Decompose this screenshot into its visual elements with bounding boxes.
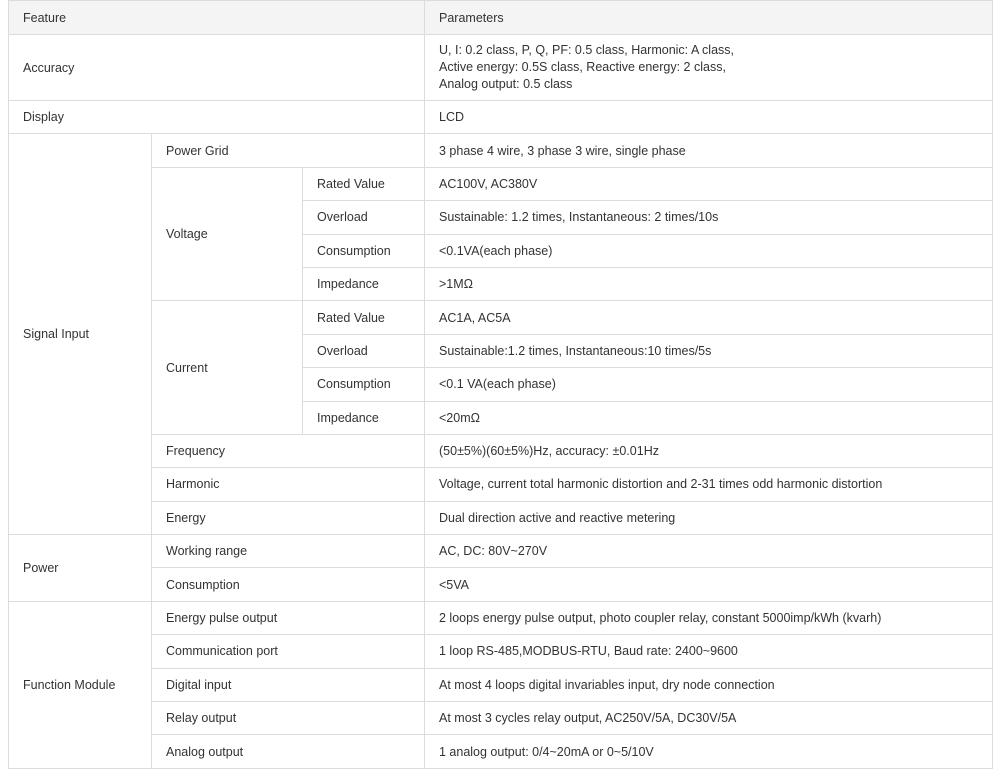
table-row (9, 101, 993, 134)
feature-display: Display (9, 101, 425, 134)
table-row (9, 702, 993, 735)
value-display: LCD (425, 101, 993, 134)
value-power-consumption: <5VA (425, 568, 993, 601)
value-relay-output: At most 3 cycles relay output, AC250V/5A, DC30V/5A (425, 702, 993, 735)
current-consumption-value: <0.1 VA(each phase) (425, 368, 993, 401)
current-impedance-label: Impedance (303, 401, 425, 434)
value-communication-port: 1 loop RS-485,MODBUS-RTU, Baud rate: 2400~9600 (425, 635, 993, 668)
sub-voltage: Voltage (152, 167, 303, 301)
feature-function-module: Function Module (9, 601, 152, 768)
accuracy-line: U, I: 0.2 class, P, Q, PF: 0.5 class, Harmonic: A class, (439, 43, 735, 57)
feature-power: Power (9, 535, 152, 602)
current-consumption-label: Consumption (303, 368, 425, 401)
table-row (9, 434, 993, 467)
sub-energy: Energy (152, 501, 425, 534)
accuracy-line: Active energy: 0.5S class, Reactive energy: 2 class, (439, 60, 726, 74)
value-harmonic: Voltage, current total harmonic distortion and 2-31 times odd harmonic distortion (425, 468, 993, 501)
header-feature: Feature (9, 1, 425, 35)
table-row (9, 568, 993, 601)
sub-energy-pulse-output: Energy pulse output (152, 601, 425, 634)
sub-working-range: Working range (152, 535, 425, 568)
value-accuracy (425, 35, 993, 101)
sub-current: Current (152, 301, 303, 435)
table-row (9, 35, 993, 101)
table-row (9, 668, 993, 701)
current-rated-label: Rated Value (303, 301, 425, 334)
sub-harmonic: Harmonic (152, 468, 425, 501)
header-parameters: Parameters (425, 1, 993, 35)
voltage-overload-label: Overload (303, 201, 425, 234)
feature-signal-input: Signal Input (9, 134, 152, 535)
table-row (9, 167, 993, 200)
voltage-impedance-label: Impedance (303, 267, 425, 300)
voltage-rated-label: Rated Value (303, 167, 425, 200)
sub-communication-port: Communication port (152, 635, 425, 668)
voltage-rated-value: AC100V, AC380V (425, 167, 993, 200)
table-row (9, 501, 993, 534)
table-row (9, 301, 993, 334)
value-frequency: (50±5%)(60±5%)Hz, accuracy: ±0.01Hz (425, 434, 993, 467)
value-working-range: AC, DC: 80V~270V (425, 535, 993, 568)
value-power-grid: 3 phase 4 wire, 3 phase 3 wire, single phase (425, 134, 993, 167)
feature-accuracy: Accuracy (9, 35, 425, 101)
table-row (9, 735, 993, 768)
table-row (9, 601, 993, 634)
current-overload-value: Sustainable:1.2 times, Instantaneous:10 times/5s (425, 334, 993, 367)
table-row (9, 134, 993, 167)
value-energy-pulse-output: 2 loops energy pulse output, photo coupler relay, constant 5000imp/kWh (kvarh) (425, 601, 993, 634)
table-row (9, 535, 993, 568)
value-digital-input: At most 4 loops digital invariables input, dry node connection (425, 668, 993, 701)
table-row (9, 635, 993, 668)
sub-analog-output: Analog output (152, 735, 425, 768)
current-impedance-value: <20mΩ (425, 401, 993, 434)
header-row (9, 1, 993, 35)
sub-digital-input: Digital input (152, 668, 425, 701)
value-analog-output: 1 analog output: 0/4~20mA or 0~5/10V (425, 735, 993, 768)
voltage-overload-value: Sustainable: 1.2 times, Instantaneous: 2 times/10s (425, 201, 993, 234)
sub-power-consumption: Consumption (152, 568, 425, 601)
table-row (9, 468, 993, 501)
spec-table (8, 0, 993, 769)
voltage-impedance-value: >1MΩ (425, 267, 993, 300)
voltage-consumption-label: Consumption (303, 234, 425, 267)
sub-relay-output: Relay output (152, 702, 425, 735)
current-overload-label: Overload (303, 334, 425, 367)
value-energy: Dual direction active and reactive metering (425, 501, 993, 534)
voltage-consumption-value: <0.1VA(each phase) (425, 234, 993, 267)
sub-frequency: Frequency (152, 434, 425, 467)
current-rated-value: AC1A, AC5A (425, 301, 993, 334)
sub-power-grid: Power Grid (152, 134, 425, 167)
accuracy-line: Analog output: 0.5 class (439, 77, 573, 91)
